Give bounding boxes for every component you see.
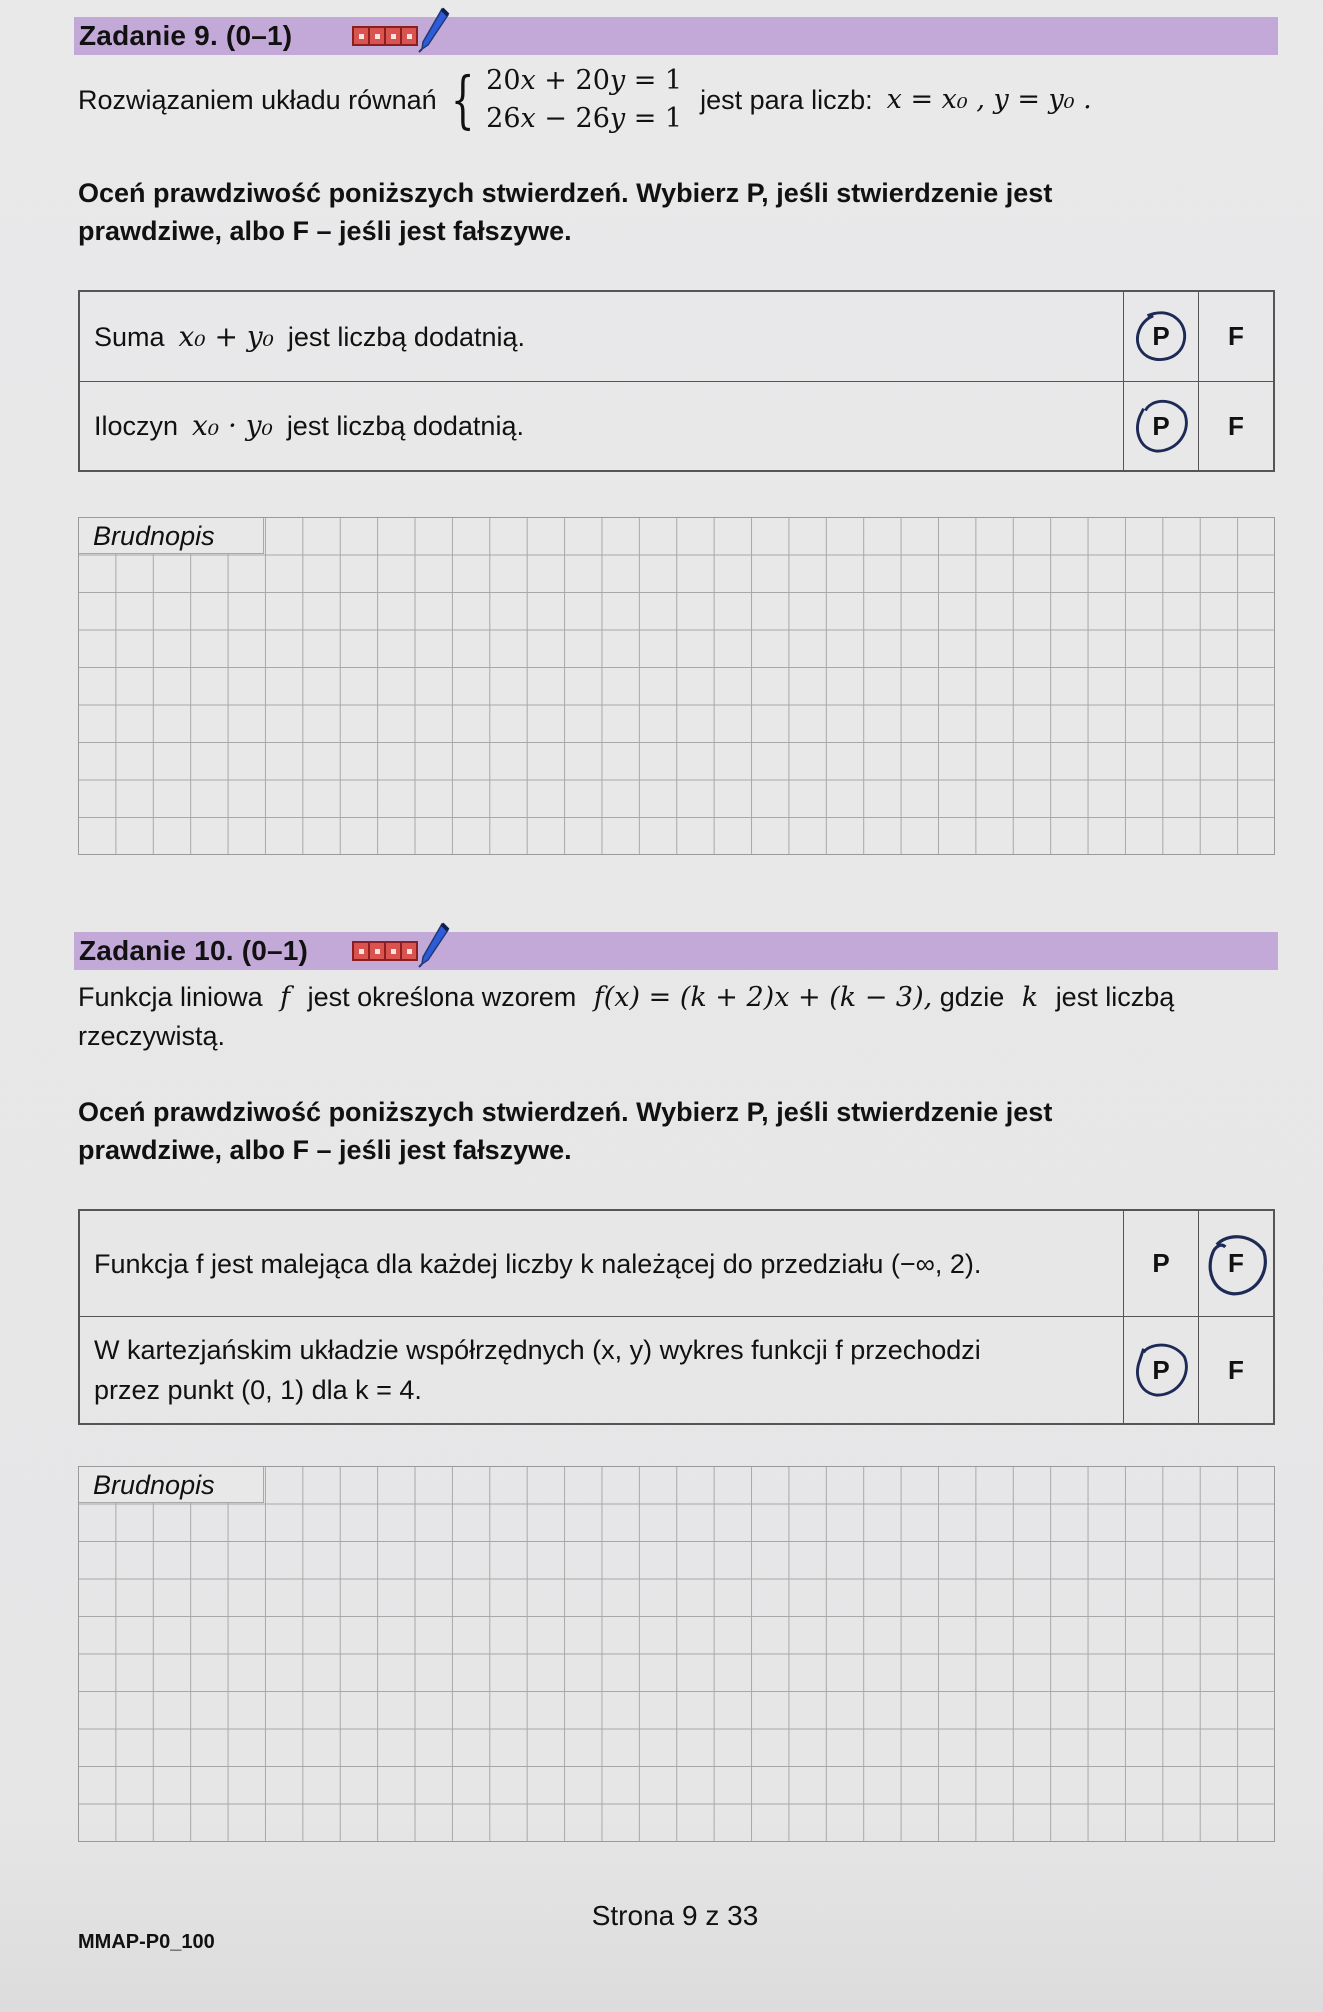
option-label: F [1228, 1248, 1244, 1278]
option-label: F [1228, 321, 1244, 351]
statement-line-2: przez punkt (0, 1) dla k = 4. [94, 1375, 422, 1405]
option-f[interactable] [1198, 1211, 1273, 1316]
scratch-label: Brudnopis [79, 518, 264, 554]
page-number: Strona 9 z 33 [591, 1900, 759, 1931]
intro-text: gdzie [939, 982, 1005, 1012]
option-f[interactable] [1198, 382, 1273, 470]
task-9-header [74, 17, 1278, 55]
table-row [80, 292, 1273, 382]
brace: { [450, 63, 475, 136]
pen-icon [418, 922, 450, 968]
equation-1: 20𝑥 + 20𝑦 = 1 [486, 65, 683, 96]
option-label: P [1152, 321, 1170, 351]
statement [80, 292, 1124, 381]
statement-prefix: Suma [94, 321, 165, 352]
intro-formula: f(x) = (k + 2)x + (k − 3), [593, 982, 933, 1013]
instruction-line-2: prawdziwe, albo F – jeśli jest fałszywe. [78, 216, 572, 246]
task-9-instruction [78, 174, 1052, 250]
scratch-label: Brudnopis [79, 1467, 264, 1503]
task-9-intro-math: x = x₀ , y = y₀ . [886, 84, 1092, 115]
intro-line-2: rzeczywistą. [78, 1021, 226, 1051]
score-boxes-icon [352, 941, 418, 961]
equation-2: 26𝑥 − 26𝑦 = 1 [486, 103, 683, 134]
option-p[interactable] [1124, 1317, 1198, 1423]
task-9-intro-after: jest para liczb: [700, 85, 873, 115]
task-10-header [74, 932, 1278, 970]
scratch-area[interactable] [78, 1466, 1275, 1842]
pen-icon [418, 7, 450, 53]
task-9-intro-text: Rozwiązaniem układu równań [78, 85, 437, 115]
instruction-line-2: prawdziwe, albo F – jeśli jest fałszywe. [78, 1135, 572, 1165]
intro-k: k [1021, 982, 1039, 1013]
option-label: P [1152, 1354, 1170, 1385]
statement-math: x₀ · y₀ [192, 409, 273, 442]
option-p[interactable] [1124, 292, 1198, 381]
table-row [80, 1211, 1273, 1317]
statement [80, 1317, 1124, 1423]
option-f[interactable] [1198, 292, 1273, 381]
intro-f: f [280, 982, 291, 1013]
option-p[interactable] [1124, 382, 1198, 470]
statement-math: x₀ + y₀ [178, 319, 274, 353]
task-10-intro [78, 978, 1174, 1055]
scratch-area[interactable] [78, 517, 1275, 855]
task-9-title: Zadanie 9. (0–1) [79, 20, 293, 51]
intro-text: jest liczbą [1055, 982, 1175, 1012]
instruction-line-1: Oceń prawdziwość poniższych stwierdzeń. Wybierz P, jeśli stwierdzenie jest [78, 1097, 1053, 1127]
equation-system [443, 62, 682, 138]
instruction-line-1: Oceń prawdziwość poniższych stwierdzeń. Wybierz P, jeśli stwierdzenie jest [78, 178, 1053, 208]
option-f[interactable] [1198, 1317, 1273, 1423]
score-boxes-icon [352, 26, 418, 46]
statement-suffix: jest liczbą dodatnią. [287, 321, 526, 352]
statement: Funkcja f jest malejąca dla każdej liczby k należącej do przedziału (−∞, 2). [80, 1211, 1124, 1316]
table-row [80, 1317, 1273, 1423]
option-p[interactable] [1124, 1211, 1198, 1316]
intro-text: Funkcja liniowa [78, 982, 263, 1012]
task-10-title: Zadanie 10. (0–1) [79, 935, 309, 966]
task-10-table [78, 1209, 1275, 1425]
statement-prefix: Iloczyn [94, 411, 179, 441]
option-label: F [1228, 1354, 1244, 1385]
document-code: MMAP-P0_100 [78, 1931, 215, 1953]
task-10-instruction [78, 1093, 1052, 1169]
task-9-intro [78, 62, 1092, 138]
statement-line-1: W kartezjańskim układzie współrzędnych (x, y) wykres funkcji f przechodzi [94, 1335, 981, 1365]
option-label: P [1152, 410, 1170, 441]
option-label: P [1152, 1248, 1170, 1278]
task-9-table [78, 290, 1275, 472]
option-label: F [1228, 410, 1244, 441]
statement [80, 382, 1124, 470]
statement-suffix: jest liczbą dodatnią. [286, 411, 524, 441]
table-row [80, 382, 1273, 470]
intro-text: jest określona wzorem [307, 982, 577, 1012]
